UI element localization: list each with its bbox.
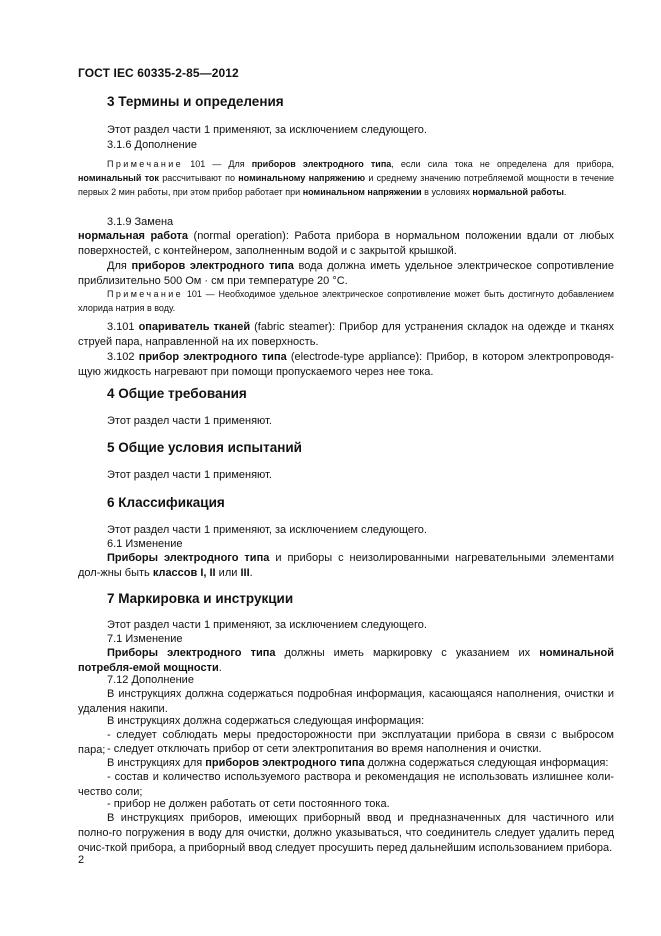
clause-3-1-9: 3.1.9 Замена [107,216,174,228]
instructions-item-steam: - следует соблюдать меры предосторожности при эксплуатации прибора в связи с выбросом пара; [78,729,614,756]
page-number: 2 [78,854,85,866]
definition-3-101: 3.101 опариватель тканей (fabric steamer): Прибор для устранения складок на одежде и тканях струей пара, направленной на их поверхность. [78,321,614,348]
section-6-title: 6 Классификация [107,495,225,510]
section-4-text: Этот раздел части 1 применяют. [107,415,272,427]
instructions-item-salt: - состав и количество используемого раствора и рекомендация не использовать излишнее коли-чество соли; [78,771,614,798]
definition-normal-operation: нормальная работа (normal operation): Работа прибора в нормальном положении вдали от любых поверхностей, с контейнером, заполненным водой и с закрытой крышкой. [78,230,614,257]
definition-3-102: 3.102 прибор электродного типа (electrode-type appliance): Прибор, в котором электропроводя-щую жидкость нагревают при помощи пропускаемого через нее тока. [78,351,614,378]
note-101-resistivity: Примечание 101 — Необходимое удельное электрическое сопротивление может быть достигнуто добавлением хлорида натрия в воду. [78,289,614,313]
clause-7-1: 7.1 Изменение [107,633,183,645]
instructions-item-dc: - прибор не должен работать от сети постоянного тока. [107,798,390,810]
clause-7-12: 7.12 Дополнение [107,674,194,686]
instructions-item-disconnect: - следует отключать прибор от сети электропитания во время наполнения и очистки. [107,743,542,755]
instructions-para-1: В инструкциях должна содержаться подробная информация, касающаяся наполнения, очистки и удаления накипи. [78,688,614,715]
section-7-title: 7 Маркировка и инструкции [107,591,294,606]
instructions-para-immersion: В инструкциях приборов, имеющих приборный ввод и предназначенных для частичного или полно-го погружения в воду для очистки, должно указываться, что соединитель следует удалить перед очис-ткой прибора, а приборный ввод следует просушить перед дальнейшим использованием прибора. [78,812,614,854]
clause-3-1-6: 3.1.6 Дополнение [107,139,197,151]
instructions-para-2: В инструкциях должна содержаться следующая информация: [107,715,425,727]
document-header: ГОСТ IEC 60335-2-85—2012 [78,66,239,80]
paragraph-7-1: Приборы электродного типа должны иметь маркировку с указанием их номинальной потребля-емой мощности. [78,647,614,674]
section-3-title: 3 Термины и определения [107,94,284,109]
instructions-para-electrode: В инструкциях для приборов электродного типа должна содержаться следующая информация: [107,757,609,769]
paragraph-6-1: Приборы электродного типа и приборы с неизолированными нагревательными элементами дол-жны быть классов I, II или III. [78,552,614,579]
note-101-electrode: Примечание 101 — Для приборов электродного типа, если сила тока не определена для прибора, номинальный ток рассчитывают по номинальному напряжению и среднему значению потребляемой мощности в течение первых 2 мин работы, при этом прибор работает при номинальном напряжении в условиях нормальной работы. [78,159,614,197]
section-3-intro: Этот раздел части 1 применяют, за исключением следующего. [107,124,427,136]
section-4-title: 4 Общие требования [107,386,247,401]
clause-6-1: 6.1 Изменение [107,538,183,550]
section-5-text: Этот раздел части 1 применяют. [107,469,272,481]
paragraph-resistivity: Для приборов электродного типа вода должна иметь удельное электрическое сопротивление приблизительно 500 Ом · см при температуре 20 °С. [78,260,614,287]
section-5-title: 5 Общие условия испытаний [107,440,302,455]
section-7-intro: Этот раздел части 1 применяют, за исключением следующего. [107,619,427,631]
section-6-intro: Этот раздел части 1 применяют, за исключением следующего. [107,524,427,536]
